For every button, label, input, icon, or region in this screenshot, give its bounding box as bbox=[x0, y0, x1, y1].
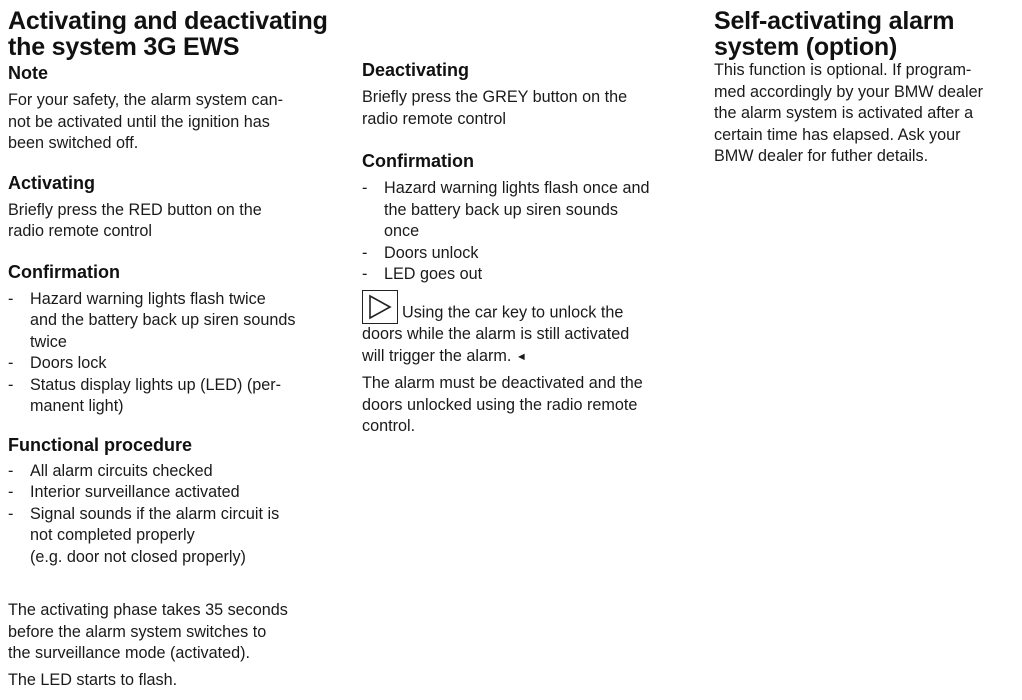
main-title bbox=[8, 0, 358, 60]
list-item-line: Doors lock bbox=[30, 354, 107, 372]
note-line: not be activated until the ignition has bbox=[8, 112, 270, 131]
list-item bbox=[8, 504, 358, 569]
procedure-list bbox=[8, 461, 358, 569]
list-item-line: twice bbox=[30, 332, 67, 351]
list-item bbox=[362, 243, 707, 265]
list-item-line: Doors unlock bbox=[384, 243, 479, 262]
activating-line: Briefly press the RED button on the bbox=[8, 200, 262, 219]
list-item bbox=[8, 289, 358, 354]
confirmation-heading-2: Confirmation bbox=[362, 151, 474, 171]
list-item bbox=[362, 264, 707, 286]
confirmation-heading: Confirmation bbox=[8, 261, 120, 282]
phase-line: The activating phase takes 35 seconds bbox=[8, 601, 288, 619]
activating-line: radio remote control bbox=[8, 222, 152, 240]
list-item-line: Signal sounds if the alarm circuit is bbox=[30, 504, 280, 523]
list-item bbox=[362, 178, 707, 243]
procedure-heading: Functional procedure bbox=[8, 434, 193, 455]
list-item bbox=[8, 353, 358, 375]
led-text: The LED starts to flash. bbox=[8, 670, 178, 689]
closing-line: control. bbox=[362, 417, 416, 435]
confirmation-list bbox=[8, 289, 358, 418]
phase-text bbox=[8, 600, 358, 665]
list-item-line: not completed properly bbox=[30, 526, 195, 544]
warning-note-line: doors while the alarm is still activated bbox=[362, 325, 630, 343]
deactivating-line: radio remote control bbox=[362, 109, 506, 128]
option-line: the alarm system is activated after a bbox=[714, 104, 974, 122]
list-item-line: Hazard warning lights flash once and bbox=[384, 179, 650, 197]
activating-heading: Activating bbox=[8, 172, 96, 193]
phase-line: the surveillance mode (activated). bbox=[8, 644, 251, 662]
right-column bbox=[714, 0, 1022, 168]
activating-text bbox=[8, 200, 358, 243]
confirmation-list-2 bbox=[362, 178, 707, 286]
main-title-line-1: Activating and deactivating bbox=[8, 7, 328, 35]
list-item-line: once bbox=[384, 222, 420, 240]
phase-line: before the alarm system switches to bbox=[8, 622, 267, 641]
list-item-line: Status display lights up (LED) (per- bbox=[30, 375, 282, 394]
main-title-line-2: the system 3G EWS bbox=[8, 33, 240, 61]
list-item-line: and the battery back up siren sounds bbox=[30, 311, 296, 329]
list-item-line: the battery back up siren sounds bbox=[384, 200, 618, 219]
option-title-line-1: Self-activating alarm bbox=[714, 7, 955, 35]
deactivating-line: Briefly press the GREY button on the bbox=[362, 88, 628, 106]
deactivating-text bbox=[362, 87, 707, 130]
list-item-line: Interior surveillance activated bbox=[30, 483, 240, 501]
deactivating-heading: Deactivating bbox=[362, 60, 470, 80]
warning-note-text bbox=[362, 290, 707, 368]
play-note-icon bbox=[362, 290, 398, 324]
option-title-line-2: system (option) bbox=[714, 33, 898, 61]
note-line: For your safety, the alarm system can- bbox=[8, 91, 283, 109]
list-item-line: All alarm circuits checked bbox=[30, 461, 213, 480]
option-line: BMW dealer for futher details. bbox=[714, 147, 929, 165]
note-line: been switched off. bbox=[8, 134, 139, 152]
warning-note-line: will trigger the alarm. bbox=[362, 346, 512, 365]
end-mark-icon: ◄ bbox=[515, 350, 527, 363]
note-text bbox=[8, 90, 358, 155]
closing-text bbox=[362, 373, 707, 438]
list-item bbox=[8, 375, 358, 418]
list-item-line: Hazard warning lights flash twice bbox=[30, 289, 266, 308]
left-column bbox=[8, 0, 358, 691]
list-item-line: (e.g. door not closed properly) bbox=[30, 547, 246, 566]
list-item bbox=[8, 482, 358, 504]
option-line: This function is optional. If program- bbox=[714, 61, 972, 79]
option-text bbox=[714, 60, 1022, 168]
warning-note bbox=[362, 290, 707, 438]
list-item bbox=[8, 461, 358, 483]
list-item-line: manent light) bbox=[30, 397, 124, 415]
list-item-line: LED goes out bbox=[384, 265, 483, 283]
warning-note-line: Using the car key to unlock the bbox=[402, 303, 624, 322]
option-title bbox=[714, 0, 1022, 60]
option-line: med accordingly by your BMW dealer bbox=[714, 82, 983, 101]
closing-line: The alarm must be deactivated and the bbox=[362, 374, 643, 392]
middle-column bbox=[362, 0, 707, 435]
option-line: certain time has elapsed. Ask your bbox=[714, 125, 961, 144]
note-heading: Note bbox=[8, 63, 48, 83]
closing-line: doors unlocked using the radio remote bbox=[362, 395, 638, 414]
